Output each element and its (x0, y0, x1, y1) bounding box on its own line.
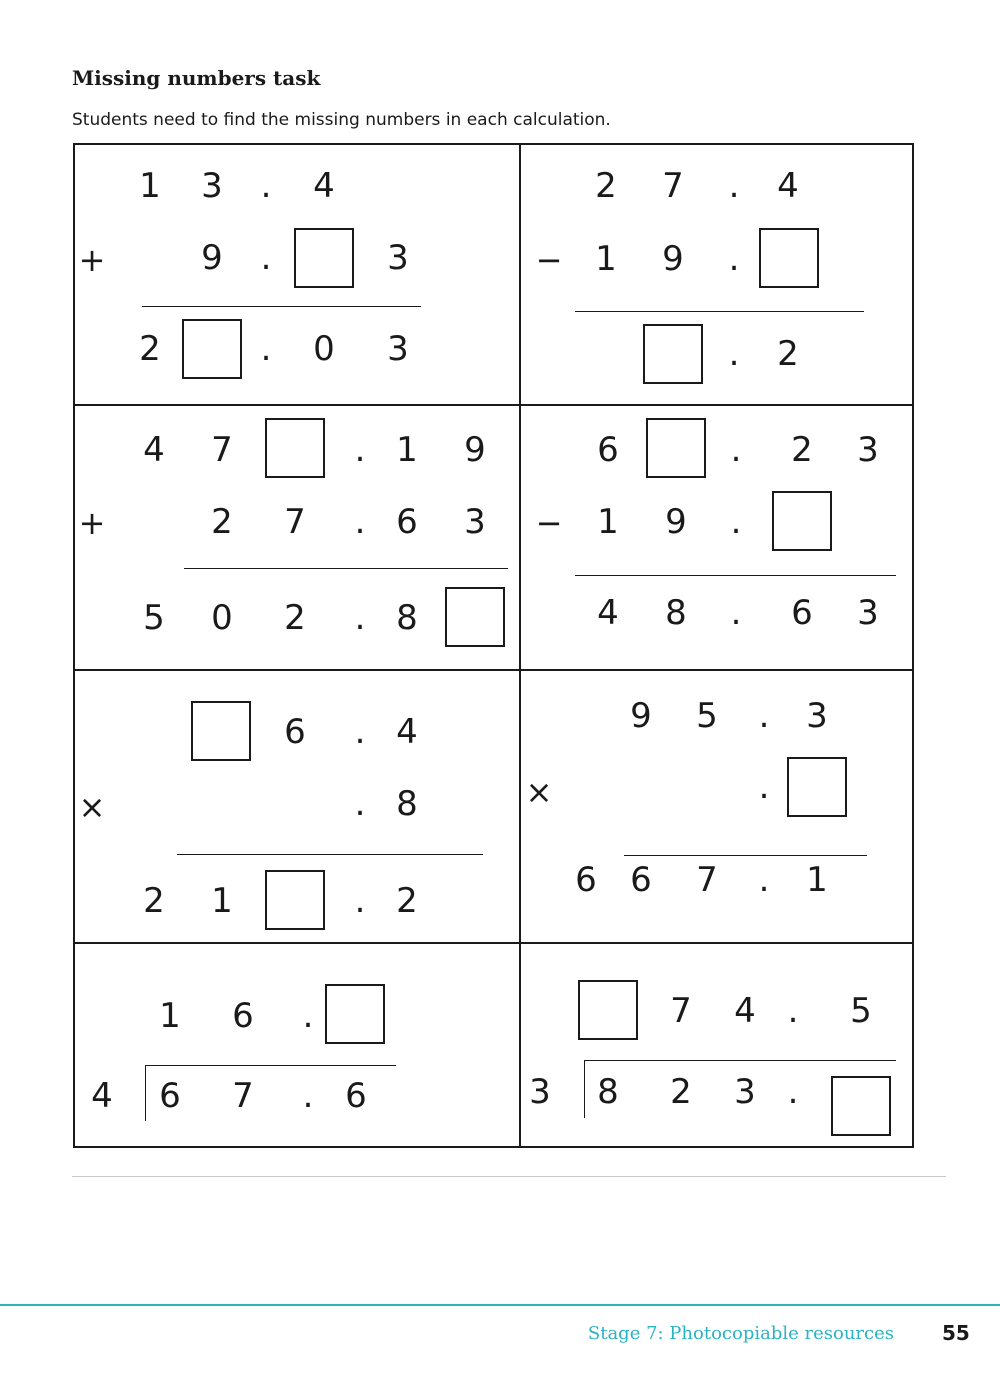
plus-sign: + (78, 504, 106, 542)
times-sign: × (78, 788, 106, 826)
digit: 3 (857, 430, 879, 470)
digit: 5 (143, 598, 165, 638)
times-sign: × (525, 773, 553, 811)
minus-sign: − (535, 504, 563, 542)
page-title: Missing numbers task (72, 66, 321, 90)
digit: 2 (211, 502, 233, 542)
digit: 9 (630, 696, 652, 736)
minus-sign: − (535, 241, 563, 279)
digit: 6 (575, 860, 597, 900)
digit: 7 (662, 166, 684, 206)
division-bar (145, 1065, 396, 1066)
digit: 0 (313, 329, 335, 369)
decimal-point: . (260, 166, 272, 206)
digit: 6 (284, 712, 306, 752)
digit: 6 (791, 593, 813, 633)
digit: 2 (791, 430, 813, 470)
footer-label: Stage 7: Photocopiable resources (587, 1323, 894, 1344)
digit: 3 (806, 696, 828, 736)
sum-line (184, 568, 508, 569)
digit: 2 (777, 334, 799, 374)
digit: 7 (211, 430, 233, 470)
sum-line (142, 306, 421, 307)
difference-line (575, 575, 896, 576)
decimal-point: . (728, 334, 740, 374)
decimal-point: . (260, 329, 272, 369)
digit: 4 (777, 166, 799, 206)
digit: 7 (232, 1076, 254, 1116)
answer-box[interactable] (445, 587, 505, 647)
grid-divider-row-1 (73, 404, 914, 406)
digit: 3 (857, 593, 879, 633)
digit: 3 (734, 1072, 756, 1112)
decimal-point: . (354, 502, 366, 542)
digit: 2 (143, 881, 165, 921)
grid-divider-vertical (519, 143, 521, 1148)
plus-sign: + (78, 241, 106, 279)
answer-box[interactable] (182, 319, 242, 379)
digit: 7 (284, 502, 306, 542)
digit: 3 (464, 502, 486, 542)
decimal-point: . (728, 166, 740, 206)
digit: 2 (284, 598, 306, 638)
division-bracket (584, 1060, 585, 1118)
digit: 4 (734, 991, 756, 1031)
digit: 8 (396, 598, 418, 638)
digit: 7 (696, 860, 718, 900)
digit: 2 (396, 881, 418, 921)
grid-divider-row-2 (73, 669, 914, 671)
decimal-point: . (730, 502, 742, 542)
decimal-point: . (354, 784, 366, 824)
product-line (624, 855, 867, 856)
decimal-point: . (787, 991, 799, 1031)
product-line (177, 854, 483, 855)
digit: 6 (232, 996, 254, 1036)
decimal-point: . (730, 593, 742, 633)
digit: 4 (313, 166, 335, 206)
answer-box[interactable] (265, 418, 325, 478)
decimal-point: . (302, 1076, 314, 1116)
digit: 8 (665, 593, 687, 633)
decimal-point: . (730, 430, 742, 470)
answer-box[interactable] (831, 1076, 891, 1136)
digit: 9 (662, 239, 684, 279)
digit: 3 (201, 166, 223, 206)
answer-box[interactable] (759, 228, 819, 288)
digit: 2 (139, 329, 161, 369)
divisor: 3 (529, 1072, 551, 1112)
separator (72, 1176, 946, 1177)
division-bracket (145, 1065, 146, 1121)
answer-box[interactable] (325, 984, 385, 1044)
digit: 8 (396, 784, 418, 824)
digit: 1 (139, 166, 161, 206)
answer-box[interactable] (578, 980, 638, 1040)
digit: 6 (597, 430, 619, 470)
answer-box[interactable] (265, 870, 325, 930)
decimal-point: . (354, 430, 366, 470)
digit: 6 (396, 502, 418, 542)
digit: 7 (670, 991, 692, 1031)
decimal-point: . (354, 598, 366, 638)
decimal-point: . (758, 696, 770, 736)
digit: 3 (387, 238, 409, 278)
answer-box[interactable] (294, 228, 354, 288)
page-number: 55 (942, 1321, 970, 1345)
decimal-point: . (758, 860, 770, 900)
digit: 8 (597, 1072, 619, 1112)
decimal-point: . (758, 767, 770, 807)
footer-rule (0, 1304, 1000, 1306)
answer-box[interactable] (191, 701, 251, 761)
digit: 1 (597, 502, 619, 542)
digit: 6 (630, 860, 652, 900)
decimal-point: . (728, 239, 740, 279)
decimal-point: . (302, 996, 314, 1036)
decimal-point: . (354, 881, 366, 921)
division-bar (584, 1060, 896, 1061)
instructions: Students need to find the missing numbers in each calculation. (72, 110, 611, 130)
digit: 6 (159, 1076, 181, 1116)
digit: 1 (159, 996, 181, 1036)
decimal-point: . (787, 1072, 799, 1112)
digit: 3 (387, 329, 409, 369)
digit: 1 (396, 430, 418, 470)
answer-box[interactable] (787, 757, 847, 817)
digit: 1 (806, 860, 828, 900)
digit: 2 (670, 1072, 692, 1112)
answer-box[interactable] (646, 418, 706, 478)
divisor: 4 (91, 1076, 113, 1116)
difference-line (575, 311, 864, 312)
digit: 5 (696, 696, 718, 736)
digit: 0 (211, 598, 233, 638)
decimal-point: . (260, 238, 272, 278)
answer-box[interactable] (772, 491, 832, 551)
digit: 4 (396, 712, 418, 752)
digit: 5 (850, 991, 872, 1031)
digit: 1 (595, 239, 617, 279)
digit: 4 (597, 593, 619, 633)
digit: 2 (595, 166, 617, 206)
digit: 4 (143, 430, 165, 470)
decimal-point: . (354, 712, 366, 752)
digit: 6 (345, 1076, 367, 1116)
digit: 9 (665, 502, 687, 542)
digit: 9 (201, 238, 223, 278)
grid-divider-row-3 (73, 942, 914, 944)
digit: 1 (211, 881, 233, 921)
answer-box[interactable] (643, 324, 703, 384)
digit: 9 (464, 430, 486, 470)
